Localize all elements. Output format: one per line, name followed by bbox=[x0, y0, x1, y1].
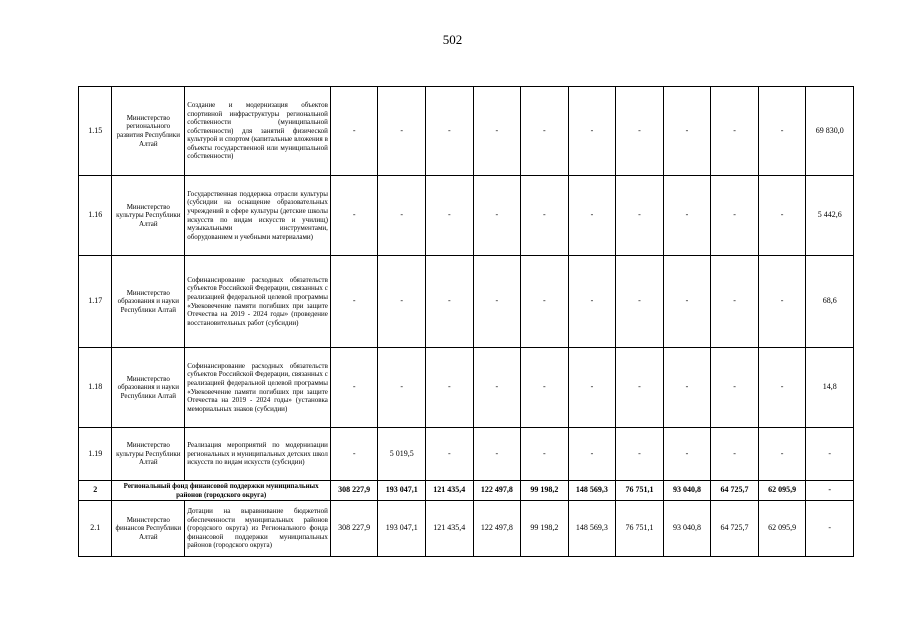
row-value-4: - bbox=[473, 348, 521, 428]
row-value-2: - bbox=[378, 348, 426, 428]
row-value-7: - bbox=[616, 176, 664, 256]
row-value-2: - bbox=[378, 256, 426, 348]
row-value-8: - bbox=[663, 348, 711, 428]
row-value-9: - bbox=[711, 428, 759, 481]
row-value-5: - bbox=[521, 348, 569, 428]
row-value-1: 308 227,9 bbox=[330, 501, 378, 557]
table-row bbox=[79, 501, 854, 557]
row-description: Региональный фонд финансовой поддержки муниципальных районов (городского округа) bbox=[112, 481, 331, 501]
row-number: 2.1 bbox=[79, 501, 112, 557]
row-value-7: 76 751,1 bbox=[616, 481, 664, 501]
row-value-2: 5 019,5 bbox=[378, 428, 426, 481]
row-description: Реализация мероприятий по модернизации региональных и муниципальных детских школ искусств по видам искусств (субсидии) bbox=[185, 428, 331, 481]
row-organization: Министерство образования и науки Республики Алтай bbox=[112, 256, 185, 348]
row-value-2: 193 047,1 bbox=[378, 501, 426, 557]
row-description: Софинансирование расходных обязательств субъектов Российской Федерации, связанных с реализацией федеральной целевой программы «Увековечение памяти погибших при защите Отечества на 2019 - 2024 годы» (установка мемориальных знаков (субсидии) bbox=[185, 348, 331, 428]
row-value-1: - bbox=[330, 87, 378, 176]
row-value-1: 308 227,9 bbox=[330, 481, 378, 501]
row-value-6: - bbox=[568, 176, 616, 256]
row-description: Государственная поддержка отрасли культуры (субсидии на оснащение образовательных учреждений в сфере культуры (детские школы искусств по видам искусств и училищ) музыкальными инструментами, оборудованием и учебными материалами) bbox=[185, 176, 331, 256]
row-value-2: 193 047,1 bbox=[378, 481, 426, 501]
row-value-1: - bbox=[330, 428, 378, 481]
row-number: 2 bbox=[79, 481, 112, 501]
row-value-8: 93 040,8 bbox=[663, 501, 711, 557]
row-value-5: 99 198,2 bbox=[521, 501, 569, 557]
row-value-8: - bbox=[663, 87, 711, 176]
row-value-4: - bbox=[473, 176, 521, 256]
row-value-5: 99 198,2 bbox=[521, 481, 569, 501]
row-value-7: - bbox=[616, 428, 664, 481]
row-value-11: 69 830,0 bbox=[806, 87, 854, 176]
table-row bbox=[79, 428, 854, 481]
row-value-9: - bbox=[711, 256, 759, 348]
row-value-9: 64 725,7 bbox=[711, 501, 759, 557]
row-value-10: 62 095,9 bbox=[758, 481, 806, 501]
row-value-6: - bbox=[568, 428, 616, 481]
row-value-8: 93 040,8 bbox=[663, 481, 711, 501]
row-organization: Министерство регионального развития Республики Алтай bbox=[112, 87, 185, 176]
table-row bbox=[79, 256, 854, 348]
row-value-9: - bbox=[711, 348, 759, 428]
row-value-7: - bbox=[616, 348, 664, 428]
table-row bbox=[79, 87, 854, 176]
row-value-5: - bbox=[521, 87, 569, 176]
row-number: 1.15 bbox=[79, 87, 112, 176]
row-value-8: - bbox=[663, 256, 711, 348]
row-value-11: - bbox=[806, 501, 854, 557]
row-value-5: - bbox=[521, 176, 569, 256]
row-value-4: - bbox=[473, 428, 521, 481]
table-row bbox=[79, 176, 854, 256]
row-value-5: - bbox=[521, 428, 569, 481]
row-value-2: - bbox=[378, 87, 426, 176]
row-value-8: - bbox=[663, 176, 711, 256]
row-value-3: - bbox=[426, 428, 474, 481]
row-value-11: - bbox=[806, 481, 854, 501]
row-value-11: 14,8 bbox=[806, 348, 854, 428]
row-value-10: - bbox=[758, 87, 806, 176]
row-value-11: 5 442,6 bbox=[806, 176, 854, 256]
table-row bbox=[79, 481, 854, 501]
row-value-3: 121 435,4 bbox=[426, 481, 474, 501]
row-value-8: - bbox=[663, 428, 711, 481]
row-value-3: 121 435,4 bbox=[426, 501, 474, 557]
row-value-10: - bbox=[758, 428, 806, 481]
page-number: 502 bbox=[442, 32, 463, 47]
row-organization: Министерство образования и науки Республики Алтай bbox=[112, 348, 185, 428]
row-value-10: - bbox=[758, 256, 806, 348]
row-number: 1.18 bbox=[79, 348, 112, 428]
row-value-7: 76 751,1 bbox=[616, 501, 664, 557]
row-value-3: - bbox=[426, 176, 474, 256]
row-value-2: - bbox=[378, 176, 426, 256]
row-value-1: - bbox=[330, 176, 378, 256]
row-number: 1.17 bbox=[79, 256, 112, 348]
row-value-7: - bbox=[616, 87, 664, 176]
row-value-4: - bbox=[473, 87, 521, 176]
row-value-1: - bbox=[330, 348, 378, 428]
row-number: 1.16 bbox=[79, 176, 112, 256]
row-description: Софинансирование расходных обязательств субъектов Российской Федерации, связанных с реализацией федеральной целевой программы «Увековечение памяти погибших при защите Отечества на 2019 - 2024 годы» (проведение восстановительных работ (субсидии) bbox=[185, 256, 331, 348]
row-value-9: - bbox=[711, 176, 759, 256]
row-value-1: - bbox=[330, 256, 378, 348]
row-value-6: - bbox=[568, 348, 616, 428]
row-description: Создание и модернизация объектов спортивной инфраструктуры региональной собственности (муниципальной собственности) для занятий физической культурой и спортом (капитальные вложения в объекты государственной или муниципальной собственности) bbox=[185, 87, 331, 176]
budget-table bbox=[78, 86, 854, 557]
row-value-10: - bbox=[758, 176, 806, 256]
row-value-6: 148 569,3 bbox=[568, 501, 616, 557]
row-value-4: 122 497,8 bbox=[473, 501, 521, 557]
row-value-9: 64 725,7 bbox=[711, 481, 759, 501]
row-value-4: - bbox=[473, 256, 521, 348]
row-value-3: - bbox=[426, 348, 474, 428]
row-value-3: - bbox=[426, 256, 474, 348]
row-organization: Министерство культуры Республики Алтай bbox=[112, 428, 185, 481]
row-organization: Министерство финансов Республики Алтай bbox=[112, 501, 185, 557]
row-value-5: - bbox=[521, 256, 569, 348]
row-value-6: - bbox=[568, 256, 616, 348]
row-value-9: - bbox=[711, 87, 759, 176]
row-value-10: - bbox=[758, 348, 806, 428]
row-description: Дотации на выравнивание бюджетной обеспеченности муниципальных районов (городского округа) из Регионального фонда финансовой поддержки муниципальных районов (городского округа) bbox=[185, 501, 331, 557]
row-value-11: 68,6 bbox=[806, 256, 854, 348]
row-number: 1.19 bbox=[79, 428, 112, 481]
table-row bbox=[79, 348, 854, 428]
row-organization: Министерство культуры Республики Алтай bbox=[112, 176, 185, 256]
row-value-6: 148 569,3 bbox=[568, 481, 616, 501]
row-value-6: - bbox=[568, 87, 616, 176]
row-value-10: 62 095,9 bbox=[758, 501, 806, 557]
row-value-11: - bbox=[806, 428, 854, 481]
row-value-7: - bbox=[616, 256, 664, 348]
row-value-3: - bbox=[426, 87, 474, 176]
row-value-4: 122 497,8 bbox=[473, 481, 521, 501]
